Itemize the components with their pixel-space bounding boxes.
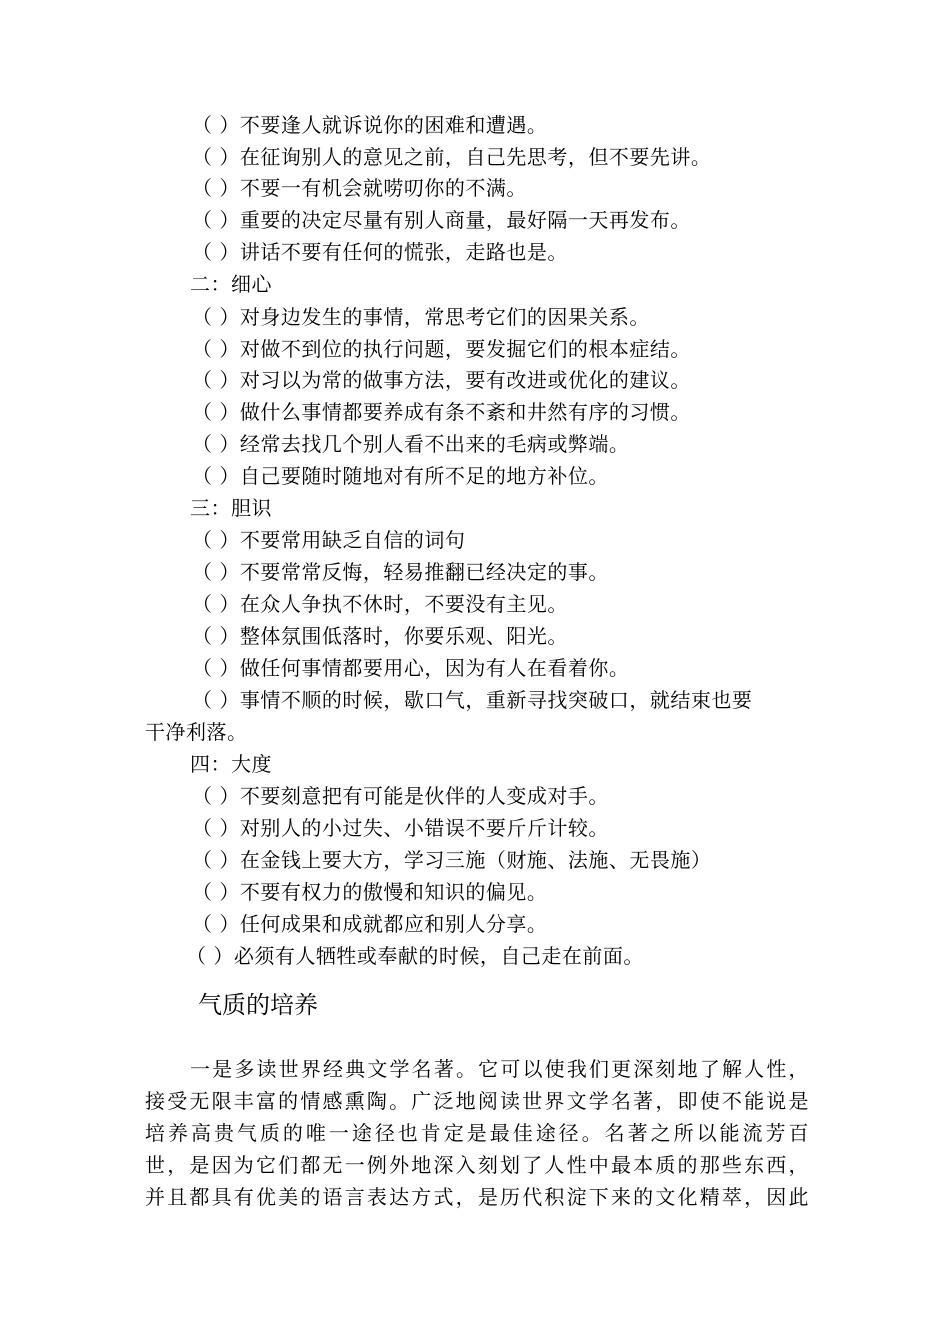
list-item: （ ）对身边发生的事情，常思考它们的因果关系。 <box>192 305 650 329</box>
paragraph-line: 培养高贵气质的唯一途径也肯定是最佳途径。名著之所以能流芳百 <box>145 1121 809 1145</box>
list-item: （ ）在众人争执不休时，不要没有主见。 <box>192 592 568 616</box>
paragraph-line: 一是多读世界经典文学名著。它可以使我们更深刻地了解人性， <box>190 1057 809 1081</box>
list-item: （ ）不要常用缺乏自信的词句 <box>192 528 466 552</box>
list-item: （ ）重要的决定尽量有别人商量，最好隔一天再发布。 <box>192 208 691 232</box>
article-title: 气质的培养 <box>198 991 318 1019</box>
list-item: （ ）不要刻意把有可能是伙伴的人变成对手。 <box>192 784 609 808</box>
list-item-continuation: 干净利落。 <box>145 720 248 744</box>
list-item: （ ）必须有人牺牲或奉献的时候，自己走在前面。 <box>186 944 644 968</box>
paragraph-line: 世，是因为它们都无一例外地深入刻划了人性中最本质的那些东西， <box>145 1153 809 1177</box>
section-heading: 四：大度 <box>190 752 272 776</box>
list-item: （ ）做什么事情都要养成有条不紊和井然有序的习惯。 <box>192 400 691 424</box>
list-item: （ ）不要逢人就诉说你的困难和遭遇。 <box>192 113 548 137</box>
list-item: （ ）在金钱上要大方，学习三施（财施、法施、无畏施） <box>192 848 712 872</box>
section-heading: 三：胆识 <box>190 496 272 520</box>
list-item: （ ）对别人的小过失、小错误不要斤斤计较。 <box>192 816 609 840</box>
list-item: （ ）不要常常反悔，轻易推翻已经决定的事。 <box>192 560 609 584</box>
list-item: （ ）经常去找几个别人看不出来的毛病或弊端。 <box>192 432 630 456</box>
list-item: （ ）整体氛围低落时，你要乐观、阳光。 <box>192 624 568 648</box>
list-item: （ ）在征询别人的意见之前，自己先思考，但不要先讲。 <box>192 145 712 169</box>
list-item: （ ）讲话不要有任何的慌张，走路也是。 <box>192 240 568 264</box>
paragraph-line: 并且都具有优美的语言表达方式，是历代积淀下来的文化精萃，因此 <box>145 1185 809 1209</box>
list-item: （ ）对做不到位的执行问题，要发掘它们的根本症结。 <box>192 337 691 361</box>
paragraph-line: 接受无限丰富的情感熏陶。广泛地阅读世界文学名著，即使不能说是 <box>145 1089 809 1113</box>
list-item: （ ）事情不顺的时候，歇口气，重新寻找突破口，就结束也要 <box>192 688 753 712</box>
list-item: （ ）不要一有机会就唠叨你的不满。 <box>192 176 527 200</box>
list-item: （ ）不要有权力的傲慢和知识的偏见。 <box>192 880 548 904</box>
list-item: （ ）自己要随时随地对有所不足的地方补位。 <box>192 464 609 488</box>
section-heading: 二：细心 <box>190 272 272 296</box>
list-item: （ ）任何成果和成就都应和别人分享。 <box>192 912 548 936</box>
list-item: （ ）对习以为常的做事方法，要有改进或优化的建议。 <box>192 368 691 392</box>
list-item: （ ）做任何事情都要用心，因为有人在看着你。 <box>192 656 630 680</box>
